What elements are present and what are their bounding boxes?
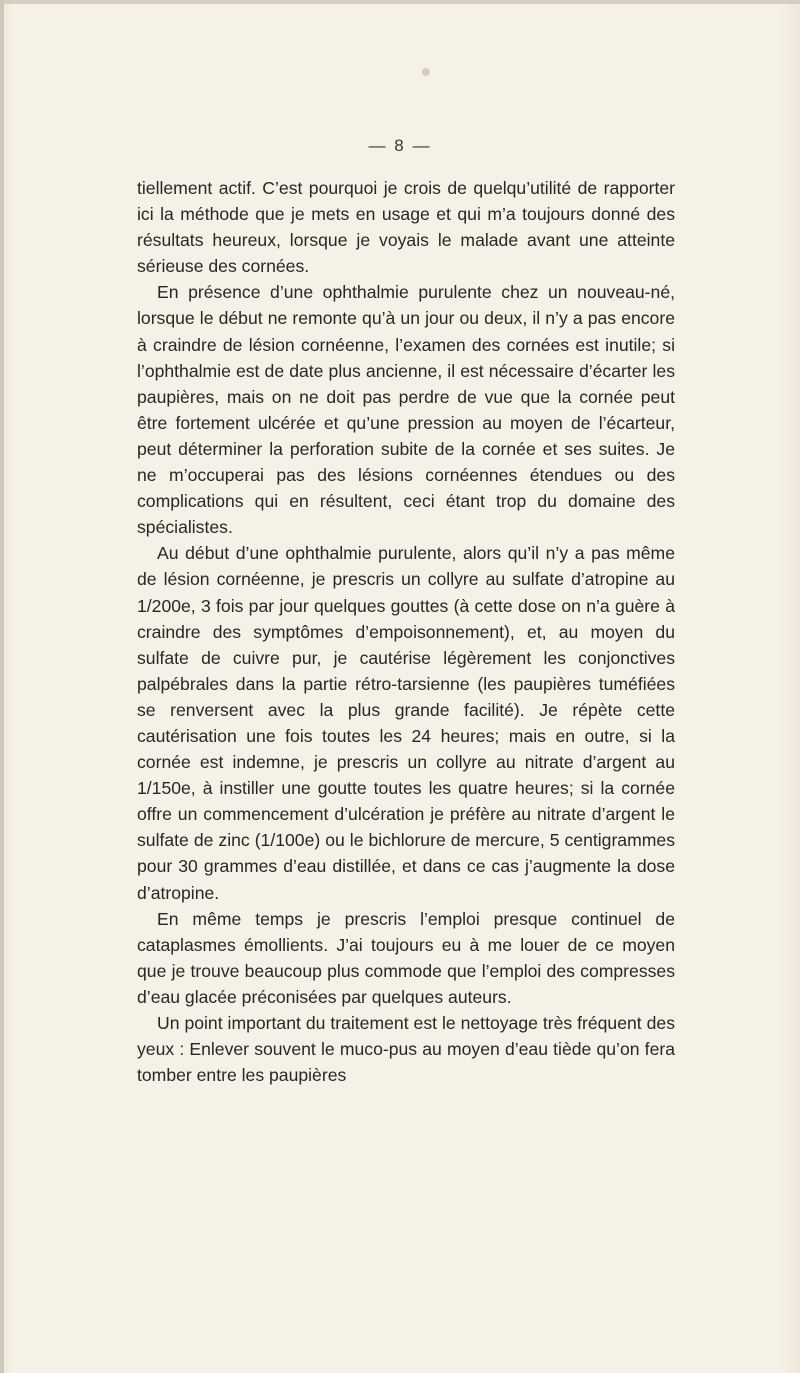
paragraph-3: Au début d’une ophthalmie purulente, alors qu’il n’y a pas même de lésion cornéenne, je prescris un collyre au sulfate d’atropine au 1/200e, 3 fois par jour quelques gouttes (à cette dose on n’a guère à craindre des symptômes d’empoisonnement), et, au moyen du sulfate de cuivre pur, je cautérise légèrement les conjonctives palpébrales dans la partie rétro-tarsienne (les paupières tuméfiées se renversent avec la plus grande facilité). Je répète cette cautérisation une fois toutes les 24 heures; mais en outre, si la cornée est indemne, je prescris un collyre au nitrate d’argent au 1/150e, à instiller une goutte toutes les quatre heures; si la cornée offre un commencement d’ulcération je préfère au nitrate d’argent le sulfate de zinc (1/100e) ou le bichlorure de mercure, 5 centigrammes pour 30 grammes d’eau distillée, et dans ce cas j’augmente la dose d’atropine. (137, 543, 675, 903)
paragraph-5: Un point important du traitement est le nettoyage très fréquent des yeux : Enlever souvent le muco-pus au moyen d’eau tiède qu’on fera tomber entre les paupières (137, 1013, 675, 1086)
page-number: — 8 — (368, 136, 432, 155)
page-top-edge (0, 0, 800, 4)
page-left-edge (0, 0, 4, 1373)
paragraph-4: En même temps je prescris l’emploi presque continuel de cataplasmes émollients. J’ai toujours eu à me louer de ce moyen que je trouve beaucoup plus commode que l’emploi des compresses d’eau glacée préconisées par quelques auteurs. (137, 908, 675, 1007)
paragraph-1: tiellement actif. C’est pourquoi je crois de quelqu’utilité de rapporter ici la méthode que je mets en usage et qui m’a toujours donné des résultats heureux, lorsque je voyais le malade avant une atteinte sérieuse des cornées. (137, 178, 675, 277)
body-text (137, 175, 675, 1088)
paper-speck (422, 68, 430, 76)
paragraph-2: En présence d’une ophthalmie purulente chez un nouveau-né, lorsque le début ne remonte qu’à un jour ou deux, il n’y a pas encore à craindre de lésion cornéenne, l’examen des cornées est inutile; si l’ophthalmie est de date plus ancienne, il est nécessaire d’écarter les paupières, mais on ne doit pas perdre de vue que la cornée peut être fortement ulcérée et qu’une pression au moyen de l’écarteur, peut déterminer la perforation subite de la cornée et ses suites. Je ne m’occuperai pas des lésions cornéennes étendues ou des complications qui en résultent, ceci étant trop du domaine des spécialistes. (137, 282, 675, 538)
